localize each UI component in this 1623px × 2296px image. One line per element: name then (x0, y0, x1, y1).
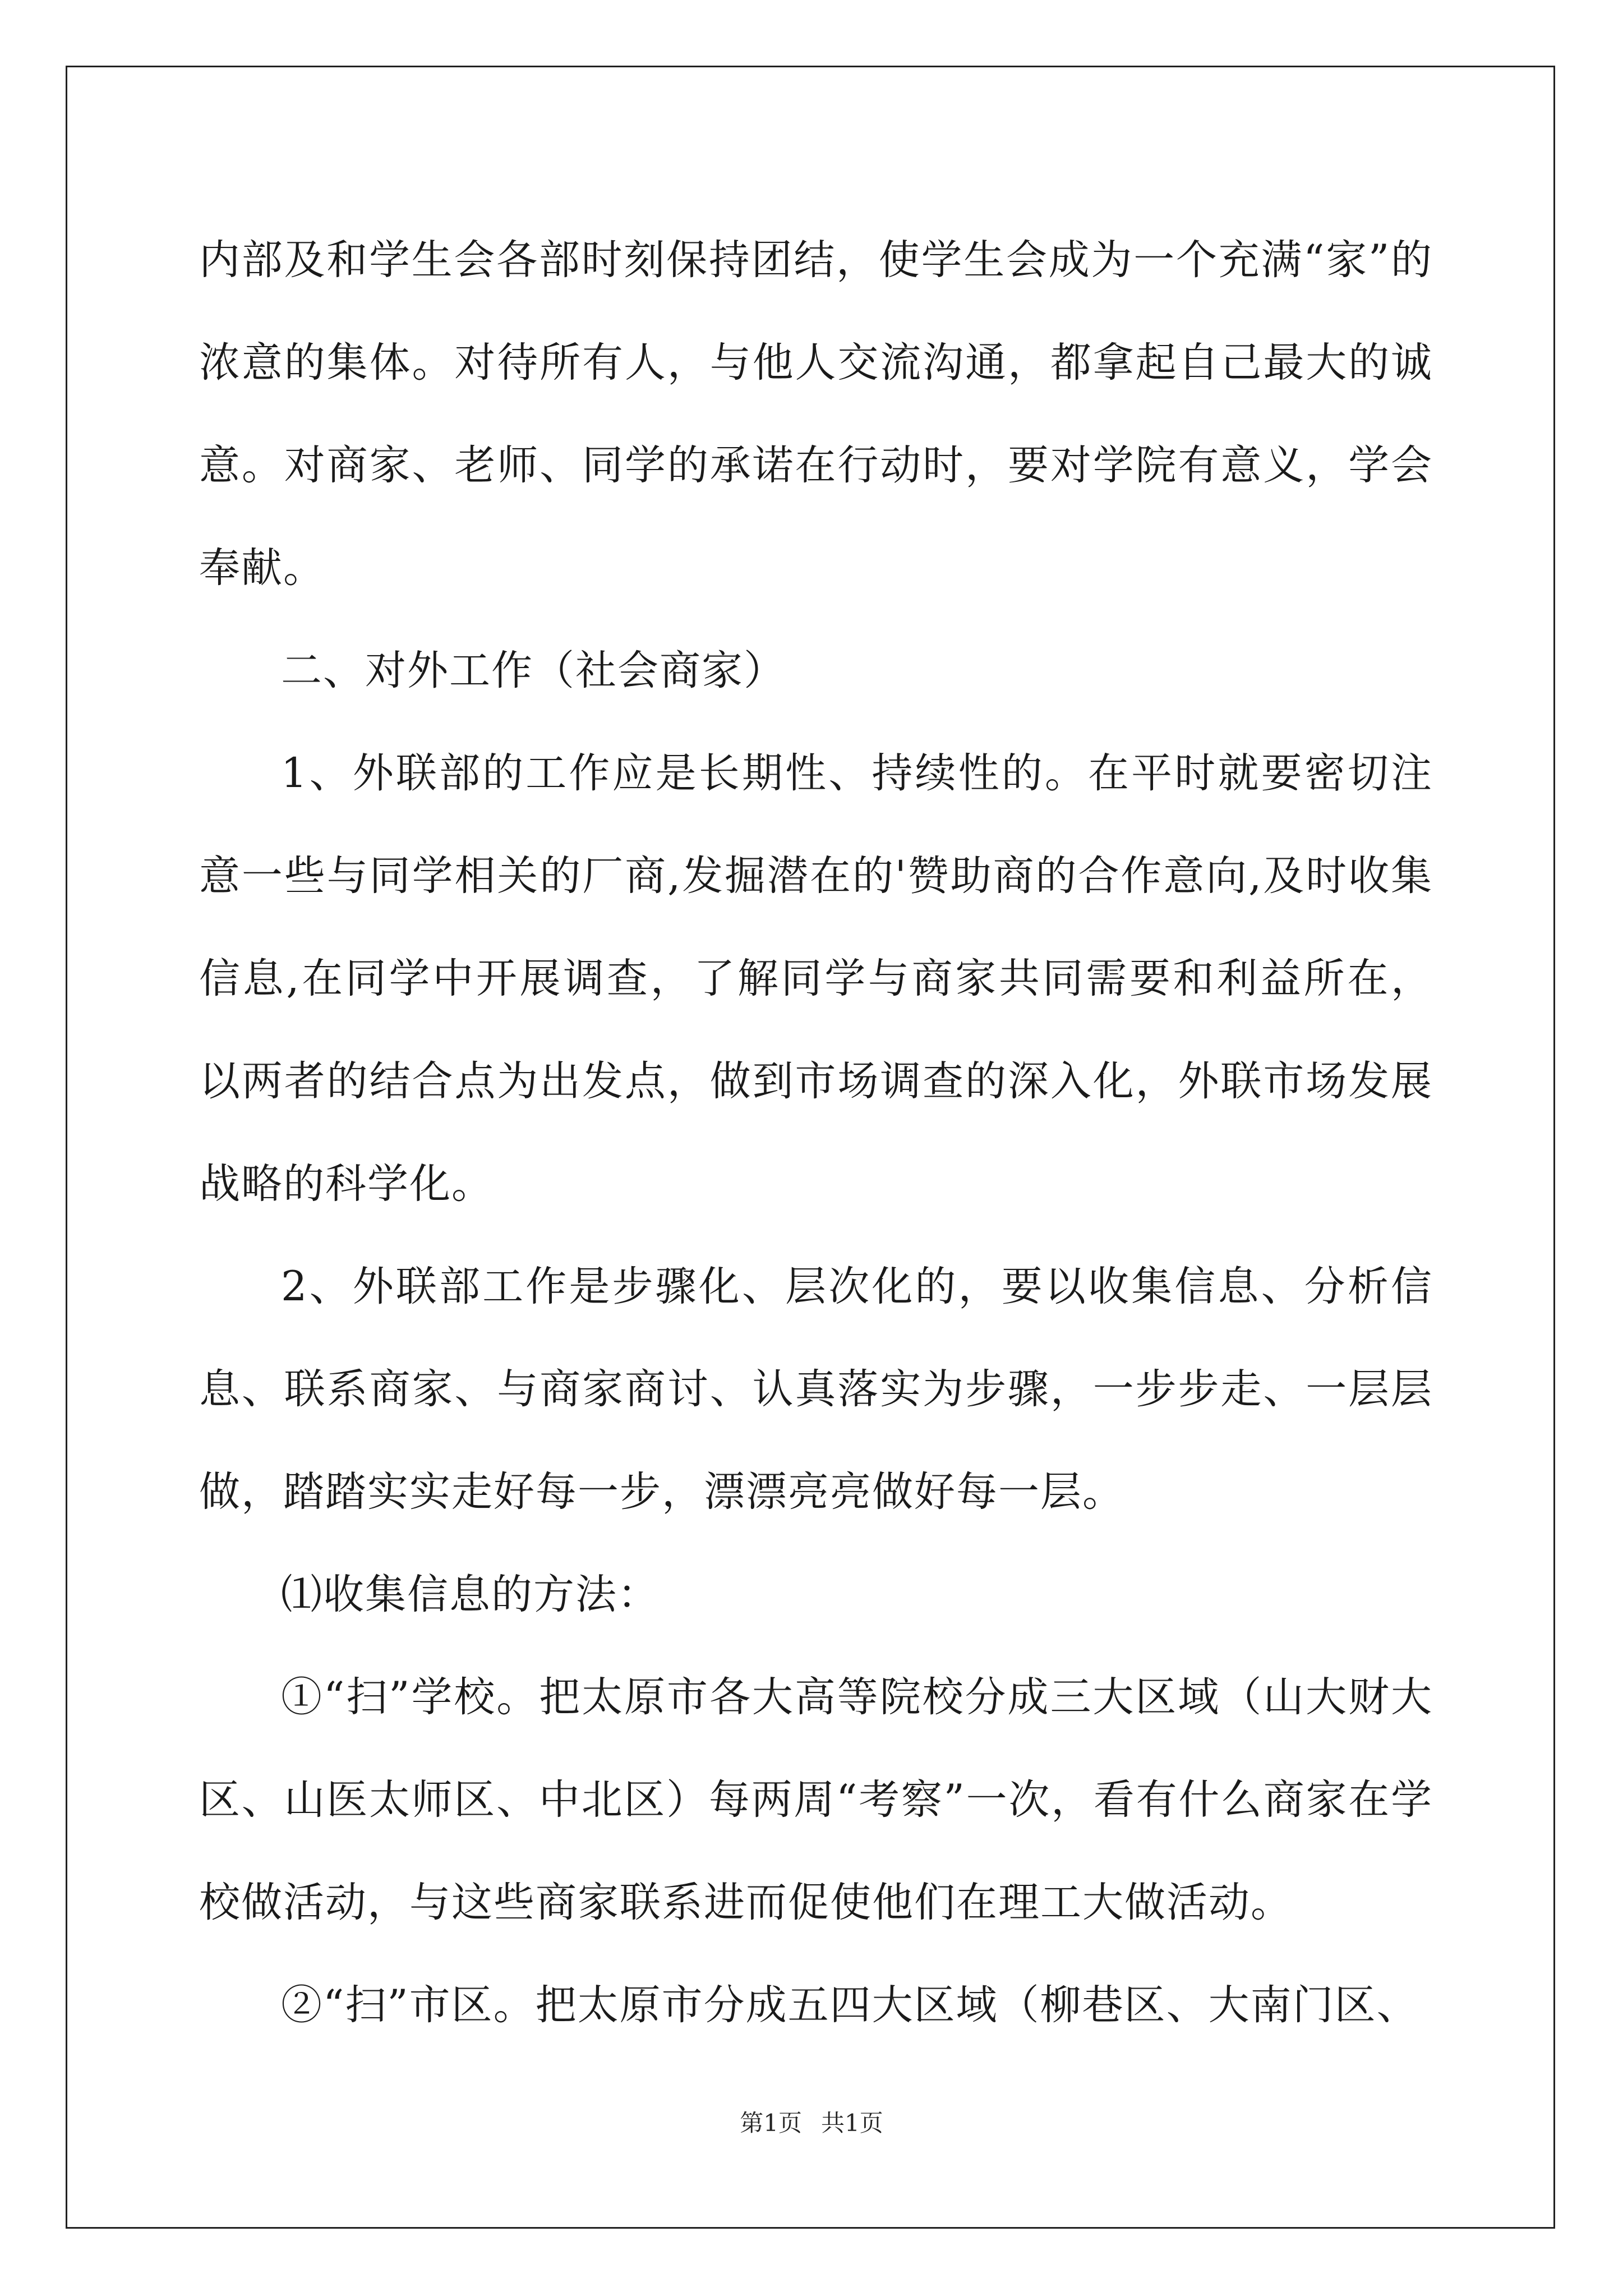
page-number: 第1页 (740, 2109, 802, 2137)
paragraph-6: ①“扫”学校。把太原市各大高等院校分成三大区域（山大财大区、山医太师区、中北区）每两周“考察”一次，看有什么商家在学校做活动，与这些商家联系进而促使他们在理工大做活动。 (199, 1673, 1433, 1926)
paragraph-2-heading: 二、对外工作（社会商家） (281, 647, 786, 694)
paragraph-5: ⑴收集信息的方法： (281, 1571, 660, 1618)
page-footer (0, 2105, 1623, 2138)
paragraph-1: 内部及和学生会各部时刻保持团结，使学生会成为一个充满“家”的浓意的集体。对待所有人，与他人交流沟通，都拿起自己最大的诚意。对商家、老师、同学的承诺在行动时，要对学院有意义，学会奉献。 (199, 236, 1433, 592)
document-body (199, 209, 1433, 2056)
paragraph-7: ②“扫”市区。把太原市分成五四大区域（柳巷区、大南门区、 (281, 1981, 1419, 2029)
paragraph-4: 2、外联部工作是步骤化、层次化的，要以收集信息、分析信息、联系商家、与商家商讨、认真落实为步骤，一步步走、一层层做，踏踏实实走好每一步，漂漂亮亮做好每一层。 (199, 1263, 1433, 1516)
page-total: 共1页 (821, 2109, 883, 2137)
paragraph-3: 1、外联部的工作应是长期性、持续性的。在平时就要密切注意一些与同学相关的厂商,发掘潜在的'赞助商的合作意向,及时收集信息,在同学中开展调查，了解同学与商家共同需要和利益所在，以两者的结合点为出发点，做到市场调查的深入化，外联市场发展战略的科学化。 (199, 749, 1433, 1208)
